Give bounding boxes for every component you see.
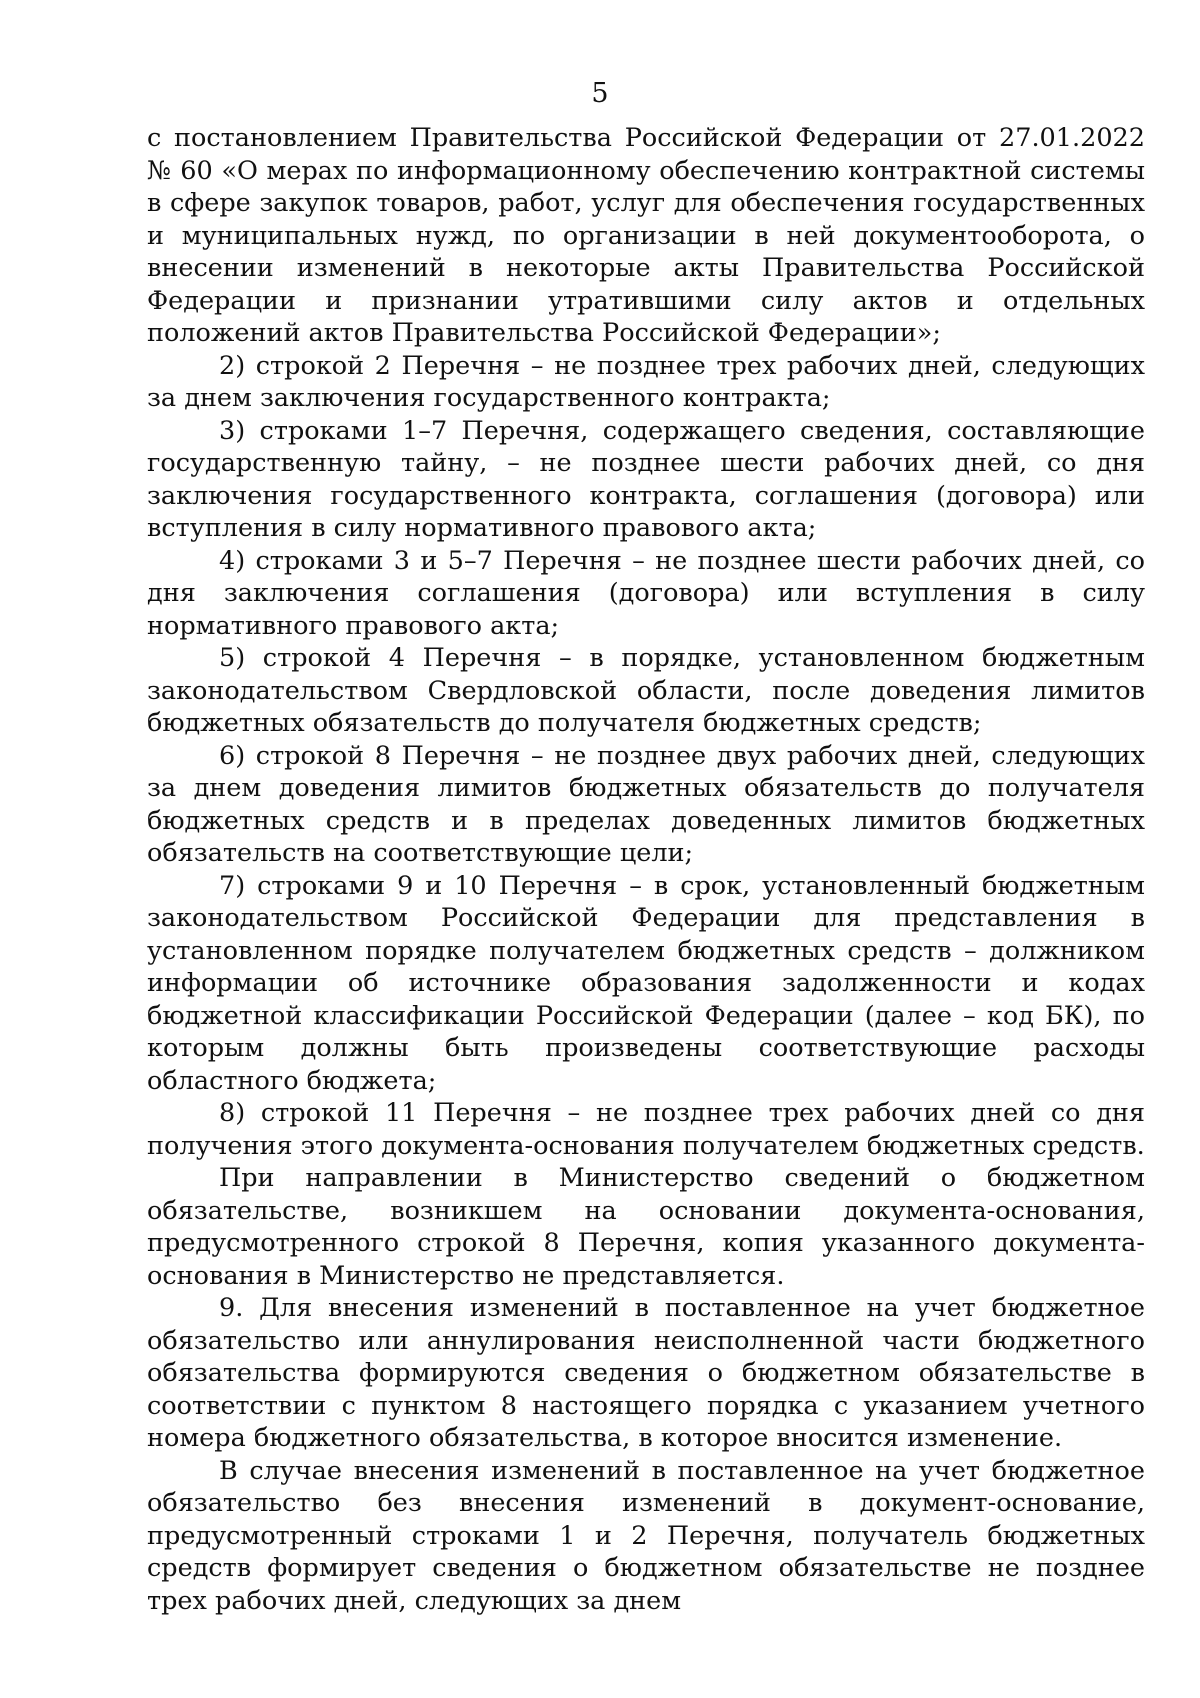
paragraph-decree-reference: с постановлением Правительства Российской Федерации от 27.01.2022 № 60 «О мерах по информационному обеспечению контрактной системы в сфере закупок товаров, работ, услуг для обеспечения государственных и муниципальных нужд, по организации в ней документооборота, о внесении изменений в некоторые акты Правительства Российской Федерации и признании утратившими силу актов и отдельных положений актов Правительства Российской Федерации»; <box>147 123 1145 348</box>
paragraph-item-4: 4) строками 3 и 5–7 Перечня – не позднее шести рабочих дней, со дня заключения соглашения (договора) или вступления в силу нормативного правового акта; <box>147 545 1145 641</box>
paragraph-changes-without-document: В случае внесения изменений в поставленное на учет бюджетное обязательство без внесения изменений в документ-основание, предусмотренный строками 1 и 2 Перечня, получатель бюджетных средств формирует сведения о бюджетном обязательстве не позднее трех рабочих дней, следующих за днем <box>147 1455 1145 1616</box>
paragraph-copy-not-submitted: При направлении в Министерство сведений о бюджетном обязательстве, возникшем на основании документа-основания, предусмотренного строкой 8 Перечня, копия указанного документа-основания в Министерство не представляется. <box>147 1163 1145 1291</box>
paragraph-item-6: 6) строкой 8 Перечня – не позднее двух рабочих дней, следующих за днем доведения лимитов бюджетных обязательств до получателя бюджетных средств и в пределах доведенных лимитов бюджетных обязательств на соответствующие цели; <box>147 740 1145 868</box>
paragraph-item-5: 5) строкой 4 Перечня – в порядке, установленном бюджетным законодательством Свердловской области, после доведения лимитов бюджетных обязательств до получателя бюджетных средств; <box>147 643 1145 738</box>
paragraph-item-7: 7) строками 9 и 10 Перечня – в срок, установленный бюджетным законодательством Российской Федерации для представления в установленном порядке получателем бюджетных средств – должником информации об источнике образования задолженности и кодах бюджетной классификации Российской Федерации (далее – код БК), по которым должны быть произведены соответствующие расходы областного бюджета; <box>147 870 1145 1096</box>
document-body <box>147 122 1145 1617</box>
page-number: 5 <box>591 78 609 109</box>
paragraph-section-9: 9. Для внесения изменений в поставленное на учет бюджетное обязательство или аннулирования неисполненной части бюджетного обязательства формируются сведения о бюджетном обязательстве в соответствии с пунктом 8 настоящего порядка с указанием учетного номера бюджетного обязательства, в которое вносится изменение. <box>147 1293 1145 1453</box>
paragraph-item-8: 8) строкой 11 Перечня – не позднее трех рабочих дней со дня получения этого документа-основания получателем бюджетных средств. <box>147 1098 1145 1161</box>
paragraph-item-2: 2) строкой 2 Перечня – не позднее трех рабочих дней, следующих за днем заключения государственного контракта; <box>147 350 1145 413</box>
paragraph-item-3: 3) строками 1–7 Перечня, содержащего сведения, составляющие государственную тайну, – не позднее шести рабочих дней, со дня заключения государственного контракта, соглашения (договора) или вступления в силу нормативного правового акта; <box>147 415 1145 543</box>
